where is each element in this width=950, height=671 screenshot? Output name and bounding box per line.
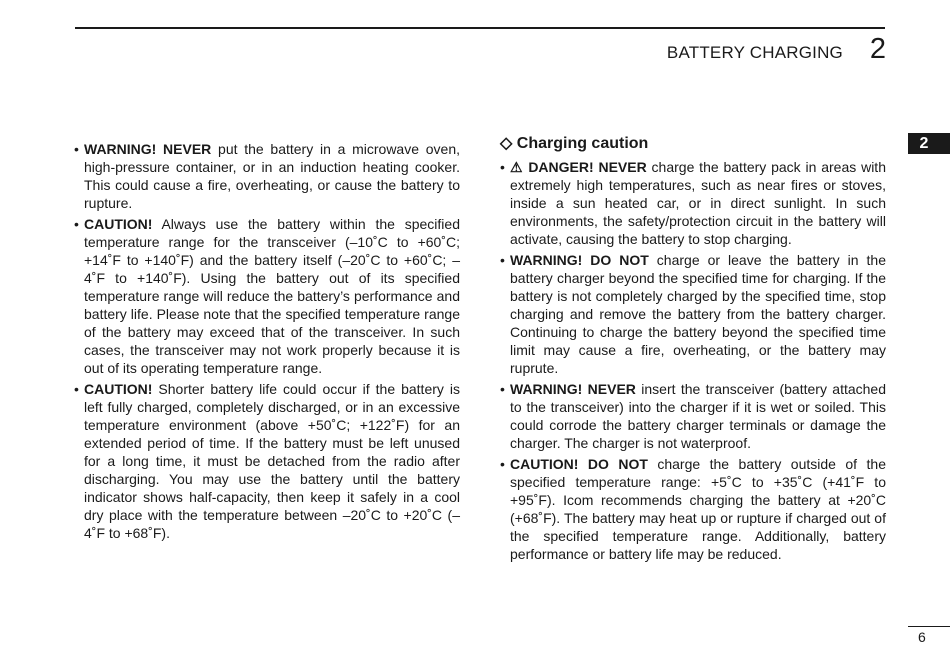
- warning-microwave-item: [74, 140, 460, 212]
- diamond-icon: ◇: [500, 135, 513, 152]
- bullet: •: [500, 456, 505, 472]
- item-keyword: CAUTION!: [84, 381, 153, 397]
- footer-rule: [908, 626, 950, 627]
- item-keyword: CAUTION! DO NOT: [510, 456, 648, 472]
- danger-high-temperature-item: [500, 158, 886, 248]
- item-text: Always use the battery within the specified temperature range for the transceiver (–10˚C to +60˚C; +14˚F to +140˚F) and the battery itself (–20˚C to +60˚C; –4˚F to +140˚F). Using the battery out of its specified temperature range will reduce the battery’s performance and battery life. Please note that the specified temperature range of the battery may exceed that of the transceiver. In such cases, the transceiver may not work properly because it is out of its operating temperature range.: [84, 216, 460, 376]
- item-text: put the battery in a microwave oven, high-pressure container, or in an induction heating cooker. This could cause a fire, overheating, or cause the battery to rupture.: [84, 141, 460, 211]
- item-text: charge the battery pack in areas with extremely high temperatures, such as near fires or stoves, inside a sun heated car, or in direct sunlight. In such environments, the safety/protection circuit in the battery will activate, causing the battery to stop charging.: [510, 159, 886, 247]
- charging-caution-heading: [500, 134, 886, 154]
- bullet: •: [74, 381, 79, 397]
- chapter-number: 2: [869, 33, 886, 65]
- warning-wet-item: [500, 380, 886, 452]
- section-heading-text: Charging caution: [516, 135, 649, 152]
- caution-charge-temperature-item: [500, 455, 886, 563]
- item-keyword: WARNING! NEVER: [510, 381, 636, 397]
- item-keyword: ⚠ DANGER! NEVER: [510, 159, 647, 175]
- page-title: BATTERY CHARGING: [666, 43, 843, 62]
- chapter-tab: 2: [908, 133, 950, 154]
- item-keyword: WARNING! DO NOT: [510, 252, 649, 268]
- item-text: Shorter battery life could occur if the battery is left fully charged, completely discharged, or in an excessive temperature environment (above +50˚C; +122˚F) for an extended period of time. If the battery must be left unused for a long time, it must be detached from the radio after discharging. You may use the battery until the battery indicator shows half-capacity, then keep it safely in a cool dry place with the temperature between –20˚C to +20˚C (–4˚F to +68˚F).: [84, 381, 460, 541]
- header-rule: [75, 27, 885, 29]
- caution-temperature-item: [74, 215, 460, 377]
- bullet: •: [74, 216, 79, 232]
- item-keyword: CAUTION!: [84, 216, 153, 232]
- left-column: [74, 140, 460, 545]
- page-number: 6: [918, 629, 926, 645]
- item-text: insert the transceiver (battery attached to the transceiver) into the charger if it is wet or soiled. This could corrode the battery charger terminals or damage the charger. The charger is not waterproof.: [510, 381, 886, 451]
- bullet: •: [500, 252, 505, 268]
- bullet: •: [500, 159, 505, 175]
- item-text: charge or leave the battery in the battery charger beyond the specified time for charging. If the battery is not completely charged by the specified time, stop charging and remove the battery from the battery charger. Continuing to charge the battery beyond the specified time limit may cause a fire, overheating, or the battery may ruprute.: [510, 252, 886, 376]
- bullet: •: [74, 141, 79, 157]
- item-text: charge the battery outside of the specified temperature range: +5˚C to +35˚C (+41˚F to +95˚F). Icom recommends charging the battery at +20˚C (+68˚F). The battery may heat up or rupture if charged out of the specified temperature range. Additionally, battery performance or battery life may be reduced.: [510, 456, 886, 562]
- item-keyword: WARNING! NEVER: [84, 141, 212, 157]
- right-column: [500, 134, 886, 566]
- warning-charge-time-item: [500, 251, 886, 377]
- caution-battery-life-item: [74, 380, 460, 542]
- bullet: •: [500, 381, 505, 397]
